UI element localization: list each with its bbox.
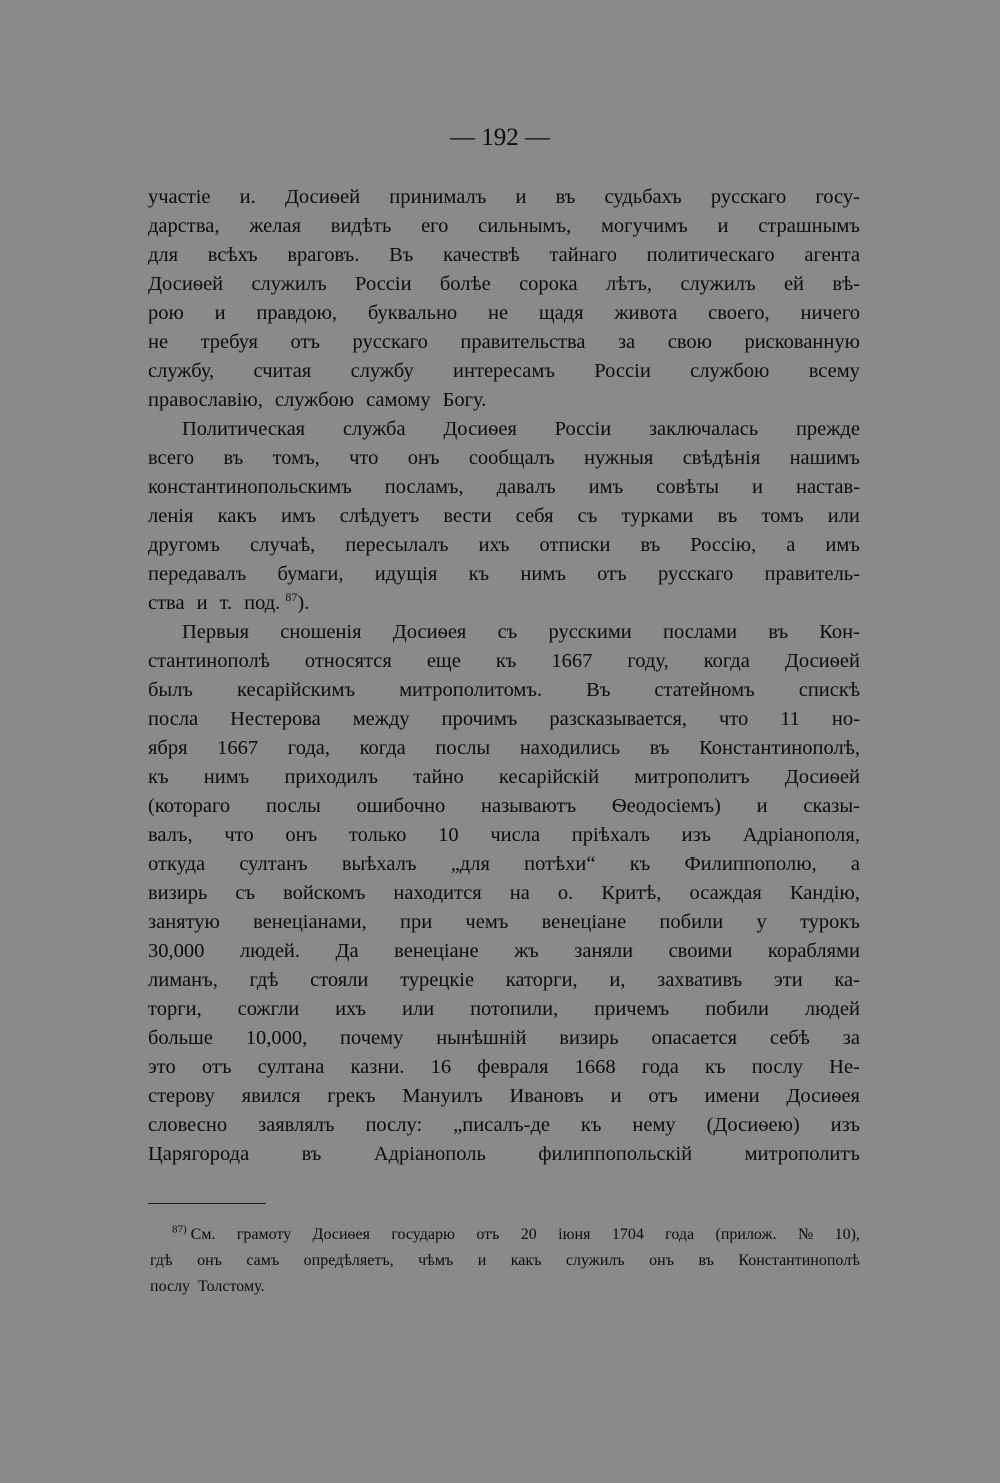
text-line: дарства, желая видѣть его сильнымъ, могучимъ и страшнымъ — [148, 215, 860, 237]
text-line: не требуя отъ русскаго правительства за свою рискованную — [148, 331, 860, 353]
text-line: православію, службою самому Богу. — [148, 389, 487, 411]
footnote-closing: ). — [297, 592, 310, 614]
text-line: Политическая служба Досиѳея Россіи заключалась прежде — [182, 418, 860, 440]
footnote-reference: 87 — [285, 590, 298, 605]
footnotes — [150, 1222, 860, 1300]
footnote-line: гдѣ онъ самъ опредѣляетъ, чѣмъ и какъ служилъ онъ въ Константинополѣ — [150, 1252, 860, 1269]
text-line: откуда султанъ выѣхалъ „для потѣхи“ къ Филиппополю, а — [148, 853, 860, 875]
text-line: ства и т. под. $^{87}$). — [148, 590, 310, 614]
text-line: стантинополѣ относятся еще къ 1667 году, когда Досиѳей — [148, 650, 860, 672]
text-line: участіе и. Досиѳей принималъ и въ судьбахъ русскаго госу- — [148, 186, 860, 208]
text-line: стерову явился грекъ Мануилъ Ивановъ и отъ имени Досиѳея — [148, 1085, 860, 1107]
text-line: передавалъ бумаги, идущія къ нимъ отъ русскаго правитель- — [148, 563, 860, 585]
text-line: словесно заявлялъ послу: „писалъ-де къ нему (Досиѳею) изъ — [148, 1114, 860, 1136]
text-line: всего въ томъ, что онъ сообщалъ нужныя свѣдѣнія нашимъ — [148, 447, 860, 469]
text-line: лиманъ, гдѣ стояли турецкіе каторги, и, захвативъ эти ка- — [148, 969, 860, 991]
text-line: другомъ случаѣ, пересылалъ ихъ отписки въ Россію, а имъ — [148, 534, 860, 556]
text-line: Досиѳей служилъ Россіи болѣе сорока лѣтъ, служилъ ей вѣ- — [148, 273, 860, 295]
text-line: къ нимъ приходилъ тайно кесарійскій митрополитъ Досиѳей — [148, 766, 860, 788]
text-line: рою и правдою, буквально не щадя живота своего, ничего — [148, 302, 860, 324]
text-line: валъ, что онъ только 10 числа пріѣхалъ изъ Адріанополя, — [148, 824, 860, 846]
footnote-mark: $^{87)}$ См. — [172, 1223, 216, 1243]
text-line: Царягорода въ Адріанополь филиппопольскій митрополитъ — [148, 1143, 860, 1165]
text-line: визирь съ войскомъ находится на о. Критѣ, осаждая Кандію, — [148, 882, 860, 904]
text-line: 30,000 людей. Да венеціане жъ заняли своими кораблями — [148, 940, 860, 962]
text-line: для всѣхъ враговъ. Въ качествѣ тайнаго политическаго агента — [148, 244, 860, 266]
paragraph — [148, 618, 860, 1169]
paragraph — [148, 183, 860, 415]
text-line: ленія какъ имъ слѣдуетъ вести себя съ турками въ томъ или — [148, 505, 860, 527]
text-line: (котораго послы ошибочно называютъ Ѳеодосіемъ) и сказы- — [148, 795, 860, 817]
text-line: ября 1667 года, когда послы находились въ Константинополѣ, — [148, 737, 860, 759]
text-line: константинопольскимъ посламъ, давалъ имъ совѣты и настав- — [148, 476, 860, 498]
text-line: Первыя сношенія Досиѳея съ русскими послами въ Кон- — [182, 621, 860, 643]
text-line: торги, сожгли ихъ или потопили, причемъ побили людей — [148, 998, 860, 1020]
footnote-line: послу Толстому. — [150, 1278, 265, 1295]
paragraph — [148, 415, 860, 618]
page-number: — 192 — — [450, 124, 550, 151]
footnote-line: $^{87)}$ См. грамоту Досиѳея государю отъ 20 іюня 1704 года (прилож. № 10), — [150, 1222, 860, 1248]
text-line: больше 10,000, почему нынѣшній визирь опасается себѣ за — [148, 1027, 860, 1049]
text-line: службу, считая службу интересамъ Россіи службою всему — [148, 360, 860, 382]
footnote-divider — [148, 1203, 266, 1204]
text-line: посла Нестерова между прочимъ разсказывается, что 11 но- — [148, 708, 860, 730]
main-text — [148, 183, 860, 1169]
text-line: былъ кесарійскимъ митрополитомъ. Въ статейномъ спискѣ — [148, 679, 860, 701]
text-line: занятую венеціанами, при чемъ венеціане побили у турокъ — [148, 911, 860, 933]
text-line: это отъ султана казни. 16 февраля 1668 года къ послу Не- — [148, 1056, 860, 1078]
